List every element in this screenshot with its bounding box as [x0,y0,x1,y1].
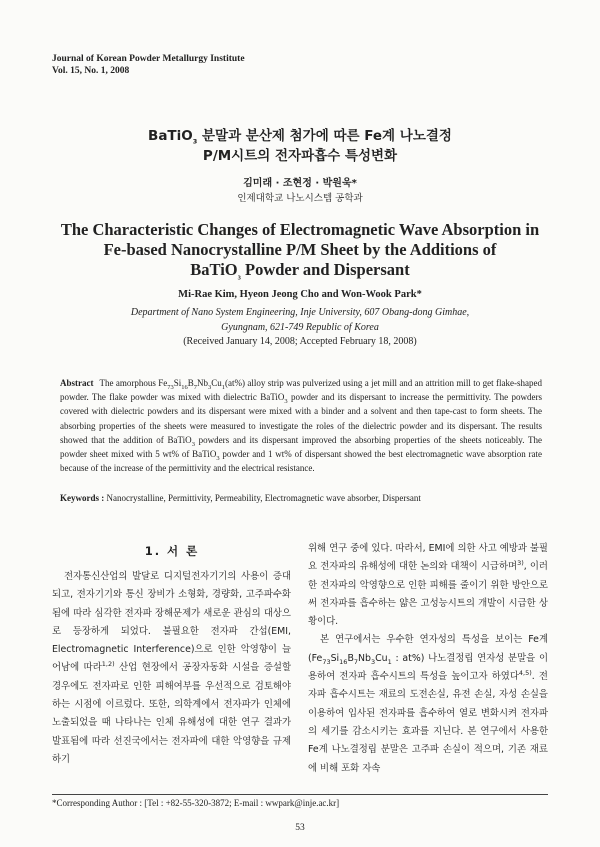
abstract-label: Abstract [60,378,94,388]
journal-name: Journal of Korean Powder Metallurgy Institute [52,54,245,64]
english-title [0,220,600,280]
affiliation-line2: Gyungnam, 621-749 Republic of Korea [221,322,379,333]
paragraph: 전자통신산업의 발달로 디지털전자기기의 사용이 증대되고, 전자기기와 통신 장비가 소형화, 경량화, 고주파수화됨에 따라 심각한 전자파 장해문제가 새로운 관심의 대상으로 등장하게 되었다. 불필요한 전자파 간섭(EMI, Electromagnetic Interference)으로 인한 악영향이 늘어남에 따라$^{1,2)}$ 산업 현장에서 공장자동화 시설을 증설할 경우에도 전자파로 인한 피해여부를 우선적으로 검토해야하는 시점에 이르렀다. 또한, 의학계에서 전자파가 인체에 노출되었을 때 나타나는 인체 유해성에 대한 연구 결과가 발표됨에 따라 선진국에서는 전자파에 대한 악영향을 규제하기 [52,571,291,765]
journal-header [52,53,245,77]
paragraph: 위해 연구 중에 있다. 따라서, EMI에 의한 사고 예방과 불필요 전자파의 유해성에 대한 논의와 대책이 시급하며$^{3)}$, 이러한 전자파의 악영향으로 인한 피해를 줄이기 위한 방안으로써 전자파를 흡수하는 얇은 고성능시트의 개발이 시급한 상황이다. [308,543,548,628]
paragraph: 본 연구에서는 우수한 연자성의 특성을 보이는 Fe계($Fe_{73}Si_{16}B_7Nb_3Cu_1$ : at%) 나노결정립 연자성 분말을 이용하여 전자파 흡수시트의 특성을 높이고자 하였다$^{4,5)}$. 전자파 흡수시트는 재료의 도전손실, 유전 손실, 자성 손실을 이용하여 입사된 전자파를 흡수하여 열로 변화시켜 전자파의 세기를 감소시키는 효과를 지닌다. 본 연구에서 사용한 Fe계 나노결정립 분말은 고주파 손실이 적으며, 기존 재료에 비해 포화 자속 [308,634,548,774]
english-title-line2: Fe-based Nanocrystalline P/M Sheet by the Additions of [103,240,497,259]
received-dates: (Received January 14, 2008; Accepted February 18, 2008) [183,336,417,347]
korean-title [0,126,600,166]
corresponding-author-footnote: *Corresponding Author : [Tel : +82-55-320-3872; E-mail : wwpark@inje.ac.kr] [52,798,340,808]
body-column-right [308,540,548,778]
affiliation-line1: Department of Nano System Engineering, Inje University, 607 Obang-dong Gimhae, [130,307,470,318]
korean-authors: 김미래 · 조현정 · 박원욱* [243,178,357,189]
abstract: Abstract The amorphous $Fe_{73}Si_{16}B_7Nb_3Cu_1(at\%)$ alloy strip was pulverized using a jet mill and an attrition mill to get flake-shaped powder. The flake powder was mixed with dielectric BaTiO$_3$ powder and its dispersant to increase the permittivity. The powders covered with dielectric powders and its dispersant were mixed with a binder and a solvent and then tape-cast to form sheets. The absorbing properties of the sheets were measured to investigate the roles of the dielectric powder and its dispersant. The results showed that the addition of BaTiO$_3$ powders and its dispersant improved the absorbing properties of the sheets noticeably. The powder sheet mixed with 5 wt% of BaTiO$_3$ powder and 1 wt% of dispersant showed the best electromagnetic wave absorption rate because of the increase of the permittivity and the electrical resistance. [60,378,542,474]
korean-title-line2: P/M시트의 전자파흡수 특성변화 [202,148,398,164]
keywords-text: Nanocrystalline, Permittivity, Permeability, Electromagnetic wave absorber, Dispersant [104,493,421,503]
english-title-line1: The Characteristic Changes of Electromagnetic Wave Absorption in [60,220,540,239]
korean-affiliation: 인제대학교 나노시스템 공학과 [237,193,363,204]
english-affiliation [0,305,600,335]
footnote-divider [52,794,548,795]
korean-title-line1: BaTiO$_3$ 분말과 분산제 첨가에 따른 Fe계 나노결정 [148,128,452,146]
page-number: 53 [295,823,305,833]
journal-volume: Vol. 15, No. 1, 2008 [52,66,130,76]
keywords-label: Keywords : [60,493,105,503]
body-column-left [52,568,291,769]
section-heading: 1. 서 론 [144,544,200,558]
english-authors: Mi-Rae Kim, Hyeon Jeong Cho and Won-Wook Park* [178,289,422,300]
english-title-line3: BaTiO$_3$ Powder and Dispersant [190,260,410,282]
keywords [60,492,542,505]
